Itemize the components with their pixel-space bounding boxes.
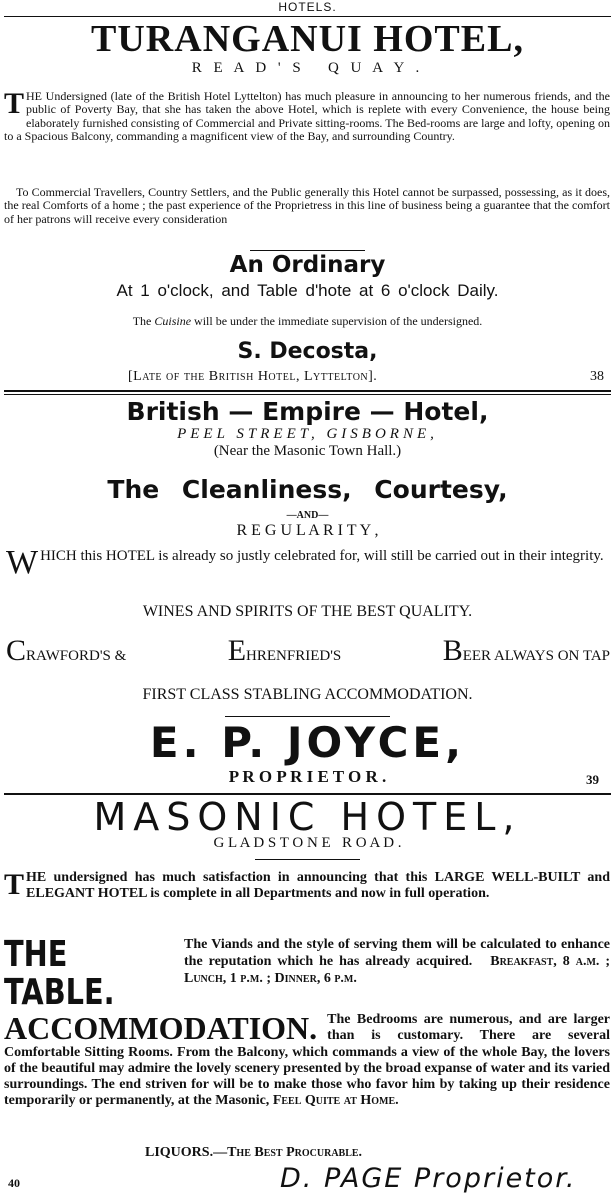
masonic-intro <box>4 870 610 902</box>
beer-ehrenfrieds: EHRENFRIED'S <box>227 634 342 667</box>
short-rule-3 <box>255 859 360 860</box>
page-proprietor: D. PAGE Proprietor. <box>280 1163 577 1194</box>
cuisine-note <box>0 314 615 329</box>
ordinary-times: At 1 o'clock, and Table d'hote at 6 o'clock Daily. <box>116 281 499 300</box>
divider-1b <box>4 394 611 395</box>
turanganui-travellers: To Commercial Travellers, Country Settlers, and the Public generally this Hotel cannot be surpassed, possessing, as it does, the real Comforts of a home ; the past experience of the Proprietress in this line of business being a guarantee that the comfort of her patrons will receive every consideration <box>4 185 610 226</box>
accommodation-paragraph <box>4 1012 610 1110</box>
section-header: HOTELS. <box>278 0 337 14</box>
joyce-name: E. P. JOYCE, <box>149 718 466 767</box>
stabling: FIRST CLASS STABLING ACCOMMODATION. <box>142 686 473 703</box>
british-empire-near: (Near the Masonic Town Hall.) <box>213 443 402 459</box>
table-heading: THE TABLE. <box>4 934 115 1013</box>
meal-times: Breakfast, 8 a.m. ; Lunch, 1 p.m. ; Dinner, 6 p.m. <box>184 954 611 986</box>
accommodation-heading: ACCOMMODATION. <box>4 1010 318 1046</box>
drop-capital: T <box>4 87 25 120</box>
turanganui-title: TURANGANUI HOTEL, <box>91 18 524 60</box>
feel-quite-at-home: Feel Quite at Home. <box>272 1093 399 1109</box>
table-text: The Viands and the style of serving them will be calculated to enhance the reputation which he has already acquired. <box>184 937 610 969</box>
integrity-text: HICH this HOTEL is already so justly celebrated for, will still be carried out in their integrity. <box>40 548 604 564</box>
masonic-road: G L A D S T O N E R O A D . <box>213 835 402 851</box>
cuisine-pre: The <box>132 314 152 328</box>
cleanliness-slogan: The Cleanliness, Courtesy, <box>107 475 508 504</box>
british-empire-street: PEEL STREET, GISBORNE, <box>177 426 438 442</box>
ad-number-39: 39 <box>586 772 599 787</box>
drop-capital-w: W <box>6 544 39 581</box>
ad-number-38: 38 <box>590 369 604 384</box>
ordinary-heading: An Ordinary <box>229 252 386 278</box>
decosta-late-of: [Late of the British Hotel, Lyttelton]. <box>128 369 378 384</box>
wines-and-spirits: WINES AND SPIRITS OF THE BEST QUALITY. <box>142 603 473 620</box>
masonic-intro-text: HE undersigned has much satisfaction in announcing that this LARGE WELL-BUILT and ELEGANT HOTEL is complete in all Departments and now in full operation. <box>26 870 610 901</box>
regularity: R E G U L A R I T Y , <box>236 522 379 539</box>
accommodation-text: The Bedrooms are numerous, and are larger than is customary. There are several Comfortable Sitting Rooms. From the Balcony, which commands a view of the whole Bay, the lovers of the beautiful may admire the lovely scenery presented by the broad expanse of water and its varied surroundings. The end striven for will be to make those who favor him by taking up their residence temporarily or permanently, at the Masonic, <box>4 1012 610 1109</box>
cuisine-word: Cuisine <box>154 314 192 328</box>
liquors-line: LIQUORS.—The Best Procurable. <box>145 1145 363 1160</box>
divider-1 <box>4 390 611 392</box>
decosta-name: S. Decosta, <box>237 339 378 364</box>
joyce-role: P R O P R I E T O R . <box>228 767 387 786</box>
drop-capital-masonic: T <box>4 868 25 901</box>
beer-always-on-tap: BEER ALWAYS ON TAP <box>442 634 610 667</box>
table-paragraph <box>4 936 610 1012</box>
intro-text: HE Undersigned (late of the British Hotel Lyttelton) has much pleasure in announcing to her numerous friends, and the public of Poverty Bay, that she has taken the above Hotel, which is replete with every Convenience, the house being elaborately furnished consisting of Commercial and Private sitting-rooms. The Bed-rooms are large and lofty, opening on to a Spacious Balcony, commanding a magnificent view of the Bay, and surrounding Country. <box>4 89 610 144</box>
beer-line <box>6 634 610 668</box>
page-number-40: 40 <box>8 1176 20 1190</box>
british-empire-title: British — Empire — Hotel, <box>126 397 489 426</box>
masonic-title: MASONIC HOTEL, <box>93 795 522 839</box>
turanganui-subtitle: R E A D ' S Q U A Y . <box>191 60 424 76</box>
turanganui-intro <box>4 87 610 144</box>
beer-crawfords: CRAWFORD'S & <box>6 634 127 667</box>
integrity-paragraph <box>6 544 610 581</box>
cuisine-post: will be under the immediate supervision of the undersigned. <box>194 314 483 328</box>
and-separator: —AND— <box>286 510 329 521</box>
